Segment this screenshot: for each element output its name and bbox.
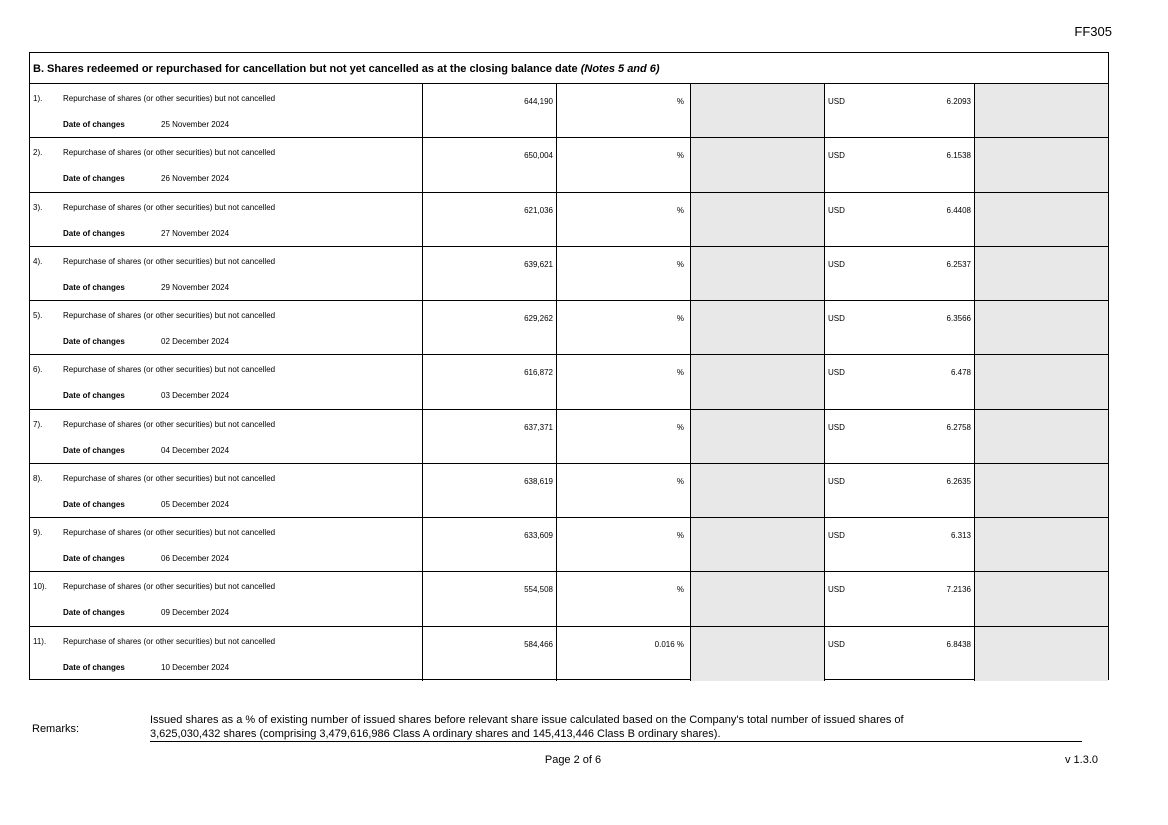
entry-shares: 554,508 <box>423 572 557 625</box>
shaded-cell <box>691 84 825 137</box>
entry-price: 6.3566 <box>946 314 971 324</box>
table-row <box>30 247 1108 301</box>
entry-number: 10). <box>33 582 47 592</box>
entry-description-cell <box>60 627 423 681</box>
entry-date: 05 December 2024 <box>161 499 230 509</box>
entry-percentage: % <box>557 84 691 137</box>
shaded-cell <box>975 572 1108 625</box>
entry-date: 09 December 2024 <box>161 608 230 618</box>
shaded-cell <box>975 247 1108 300</box>
entry-description-cell <box>60 138 423 191</box>
entry-description: Repurchase of shares (or other securities) but not cancelled <box>63 94 276 103</box>
entry-currency: USD <box>828 422 845 432</box>
date-of-changes-label: Date of changes <box>63 445 125 455</box>
entry-date-line <box>63 229 229 238</box>
entry-description: Repurchase of shares (or other securities) but not cancelled <box>63 528 276 538</box>
entry-description-cell <box>60 301 423 354</box>
entry-price: 6.8438 <box>946 639 971 649</box>
entry-shares: 621,036 <box>423 193 557 246</box>
section-title-notes: (Notes 5 and 6) <box>580 63 660 75</box>
entry-currency: USD <box>828 476 845 486</box>
entry-number: 9). <box>33 528 43 538</box>
shaded-cell <box>691 572 825 625</box>
entry-description: Repurchase of shares (or other securities) but not cancelled <box>63 256 276 266</box>
entry-date: 25 November 2024 <box>161 120 230 129</box>
date-of-changes-label: Date of changes <box>63 228 125 238</box>
entry-date-line <box>63 554 229 563</box>
entry-currency: USD <box>828 259 845 269</box>
shaded-cell <box>691 518 825 571</box>
repurchase-table <box>29 52 1109 680</box>
remarks-label: Remarks: <box>32 723 80 735</box>
entry-number: 2). <box>33 148 43 158</box>
entry-date: 04 December 2024 <box>161 445 230 455</box>
shaded-cell <box>691 193 825 246</box>
entry-date: 06 December 2024 <box>161 554 230 564</box>
entry-price-cell <box>825 627 975 681</box>
entry-description: Repurchase of shares (or other securities) but not cancelled <box>63 202 276 212</box>
entry-price: 6.4408 <box>946 205 971 215</box>
date-of-changes-label: Date of changes <box>63 120 125 129</box>
version-label: v 1.3.0 <box>1064 754 1098 766</box>
entry-currency: USD <box>828 205 845 215</box>
entry-number: 4). <box>33 256 43 266</box>
entry-price-cell <box>825 464 975 517</box>
shaded-cell <box>691 627 825 681</box>
entry-description: Repurchase of shares (or other securities) but not cancelled <box>63 365 276 375</box>
entry-currency: USD <box>828 368 845 378</box>
shaded-cell <box>691 410 825 463</box>
entry-percentage: % <box>557 572 691 625</box>
entry-price-cell <box>825 355 975 408</box>
entry-description-cell <box>60 247 423 300</box>
entry-description-cell <box>60 355 423 408</box>
entry-price-cell <box>825 518 975 571</box>
shaded-cell <box>691 464 825 517</box>
entry-description-cell <box>60 84 423 137</box>
entry-shares: 644,190 <box>423 84 557 137</box>
entry-number: 6). <box>33 365 43 375</box>
shaded-cell <box>691 247 825 300</box>
entry-price-cell <box>825 572 975 625</box>
entry-number: 11). <box>33 636 47 646</box>
shaded-cell <box>975 464 1108 517</box>
shaded-cell <box>691 138 825 191</box>
entry-date: 10 December 2024 <box>161 662 230 672</box>
entry-currency: USD <box>828 531 845 541</box>
table-row <box>30 355 1108 409</box>
shaded-cell <box>975 410 1108 463</box>
entry-description: Repurchase of shares (or other securities) but not cancelled <box>63 148 276 158</box>
table-row <box>30 410 1108 464</box>
entry-shares: 639,621 <box>423 247 557 300</box>
date-of-changes-label: Date of changes <box>63 499 125 509</box>
entry-price-cell <box>825 247 975 300</box>
entry-date: 29 November 2024 <box>161 282 230 292</box>
entry-price-cell <box>825 84 975 137</box>
entry-price: 6.2537 <box>946 259 971 269</box>
entry-description: Repurchase of shares (or other securities) but not cancelled <box>63 419 276 429</box>
entry-number: 8). <box>33 473 43 483</box>
entry-currency: USD <box>828 314 845 324</box>
entry-currency: USD <box>828 585 845 595</box>
entry-description: Repurchase of shares (or other securities) but not cancelled <box>63 582 276 592</box>
entry-date: 26 November 2024 <box>161 174 230 184</box>
entry-shares: 633,609 <box>423 518 557 571</box>
entry-number: 3). <box>33 202 43 212</box>
entry-price-cell <box>825 193 975 246</box>
entry-description-cell <box>60 193 423 246</box>
entry-price-cell <box>825 138 975 191</box>
entry-date: 03 December 2024 <box>161 391 230 401</box>
entry-price-cell <box>825 410 975 463</box>
table-row <box>30 138 1108 192</box>
remarks-line-1: Issued shares as a % of existing number of issued shares before relevant share issue calculated based on the Company's total number of issued shares of <box>150 714 904 726</box>
entry-percentage: % <box>557 301 691 354</box>
entry-description: Repurchase of shares (or other securities) but not cancelled <box>63 636 276 646</box>
shaded-cell <box>975 627 1108 681</box>
date-of-changes-label: Date of changes <box>63 608 125 618</box>
entry-date-line <box>63 446 229 455</box>
shaded-cell <box>975 84 1108 137</box>
entry-percentage: % <box>557 410 691 463</box>
entry-percentage: % <box>557 518 691 571</box>
entry-percentage: 0.016 % <box>557 627 691 681</box>
table-row <box>30 572 1108 626</box>
entry-date: 27 November 2024 <box>161 228 230 238</box>
shaded-cell <box>975 193 1108 246</box>
entry-date-line <box>63 337 229 346</box>
remarks-line-2: 3,625,030,432 shares (comprising 3,479,616,986 Class A ordinary shares and 145,413,446 Class B ordinary shares). <box>150 728 721 740</box>
entry-percentage: % <box>557 193 691 246</box>
date-of-changes-label: Date of changes <box>63 662 125 672</box>
page-number: Page 2 of 6 <box>544 754 602 766</box>
section-title <box>30 53 1108 84</box>
entry-number: 5). <box>33 311 43 321</box>
entry-price: 6.478 <box>950 368 971 378</box>
entry-price: 7.2136 <box>946 585 971 595</box>
entry-description-cell <box>60 464 423 517</box>
table-rows <box>30 84 1108 681</box>
shaded-cell <box>975 355 1108 408</box>
entry-number: 1). <box>33 94 43 103</box>
date-of-changes-label: Date of changes <box>63 174 125 184</box>
entry-shares: 629,262 <box>423 301 557 354</box>
entry-price: 6.1538 <box>946 151 971 161</box>
entry-date-line <box>63 608 229 617</box>
entry-percentage: % <box>557 355 691 408</box>
shaded-cell <box>975 301 1108 354</box>
entry-percentage: % <box>557 247 691 300</box>
entry-description: Repurchase of shares (or other securities) but not cancelled <box>63 473 276 483</box>
entry-price: 6.2758 <box>946 422 971 432</box>
section-title-text: B. Shares redeemed or repurchased for cancellation but not yet cancelled as at the closing balance date <box>33 63 578 75</box>
entry-price: 6.2635 <box>946 476 971 486</box>
entry-description-cell <box>60 410 423 463</box>
entry-currency: USD <box>828 97 845 106</box>
table-row <box>30 464 1108 518</box>
table-row <box>30 84 1108 138</box>
entry-percentage: % <box>557 138 691 191</box>
entry-price: 6.2093 <box>946 97 971 106</box>
entry-date-line <box>63 120 229 129</box>
entry-shares: 637,371 <box>423 410 557 463</box>
table-row <box>30 301 1108 355</box>
entry-date-line <box>63 174 229 183</box>
entry-shares: 616,872 <box>423 355 557 408</box>
entry-currency: USD <box>828 639 845 649</box>
shaded-cell <box>691 301 825 354</box>
entry-date: 02 December 2024 <box>161 337 230 347</box>
entry-price: 6.313 <box>950 531 971 541</box>
entry-description-cell <box>60 572 423 625</box>
entry-price-cell <box>825 301 975 354</box>
shaded-cell <box>975 138 1108 191</box>
remarks-text <box>150 713 1082 742</box>
table-row <box>30 518 1108 572</box>
date-of-changes-label: Date of changes <box>63 282 125 292</box>
entry-description: Repurchase of shares (or other securities) but not cancelled <box>63 311 276 321</box>
shaded-cell <box>975 518 1108 571</box>
entry-date-line <box>63 391 229 400</box>
date-of-changes-label: Date of changes <box>63 337 125 347</box>
entry-shares: 584,466 <box>423 627 557 681</box>
entry-shares: 650,004 <box>423 138 557 191</box>
entry-description-cell <box>60 518 423 571</box>
form-code: FF305 <box>1074 24 1112 39</box>
entry-date-line <box>63 500 229 509</box>
date-of-changes-label: Date of changes <box>63 391 125 401</box>
entry-percentage: % <box>557 464 691 517</box>
entry-date-line <box>63 283 229 292</box>
entry-date-line <box>63 663 229 672</box>
table-row <box>30 193 1108 247</box>
entry-number: 7). <box>33 419 43 429</box>
table-row <box>30 627 1108 681</box>
entry-currency: USD <box>828 151 845 161</box>
shaded-cell <box>691 355 825 408</box>
entry-shares: 638,619 <box>423 464 557 517</box>
date-of-changes-label: Date of changes <box>63 554 125 564</box>
